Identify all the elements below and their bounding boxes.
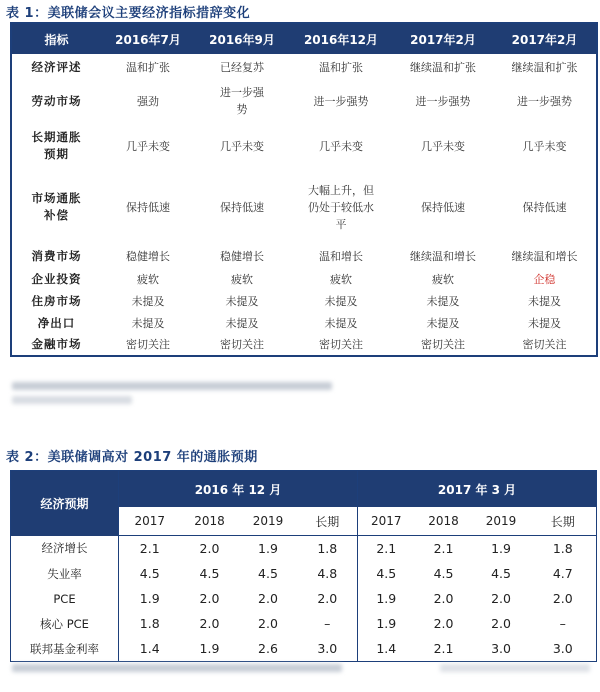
table-cell: 4.5 [199, 566, 220, 581]
table-cell: 未提及 [131, 316, 165, 330]
table-cell: 密切关注 [220, 338, 264, 351]
table-cell: 继续温和扩张 [511, 60, 578, 74]
inflation-forecast-table [10, 470, 597, 662]
table-cell: – [324, 616, 331, 631]
row-header: 经济评述 [31, 59, 82, 74]
table-cell: 4.5 [139, 566, 160, 581]
table-cell: 2.0 [199, 591, 220, 606]
table-cell: 3.0 [552, 641, 573, 656]
table-cell: 2.1 [358, 536, 415, 562]
table-cell: – [559, 616, 566, 631]
sub-header: 2019 [473, 507, 530, 536]
table-cell: 4.5 [491, 566, 511, 581]
table-cell: 密切关注 [319, 338, 363, 351]
table-cell: 1.9 [358, 586, 415, 611]
table-row [11, 268, 597, 290]
sub-header: 2019 [239, 507, 298, 536]
table-cell: 进一步强势 [313, 94, 369, 108]
table-cell: 密切关注 [126, 338, 170, 351]
table-cell: 2.0 [199, 616, 220, 631]
table-row [11, 290, 597, 312]
table-cell: 未提及 [225, 294, 259, 308]
table-cell: 4.7 [552, 566, 573, 581]
table-cell: 1.4 [358, 636, 415, 662]
header-cell: 指标 [11, 23, 101, 54]
table-cell: 疲软 [330, 272, 352, 286]
table-cell: 疲软 [231, 272, 253, 286]
table-cell: 进一步强势 [517, 94, 572, 108]
table-cell: 1.9 [258, 541, 278, 556]
row-header: 市场通胀补偿 [31, 191, 82, 222]
table-cell: 继续温和扩张 [410, 60, 476, 74]
table-cell: 未提及 [426, 294, 460, 308]
group-header: 2016 年 12 月 [119, 471, 358, 508]
table-row [11, 54, 597, 80]
table-cell: 温和增长 [319, 249, 363, 263]
table-cell: 1.9 [358, 611, 415, 636]
sub-header: 2018 [181, 507, 239, 536]
header-cell: 2017年2月 [393, 23, 493, 54]
table-cell: 4.8 [317, 566, 338, 581]
table-cell: 2.0 [317, 591, 338, 606]
table-cell: 进一步强势 [220, 86, 264, 116]
row-header: 消费市场 [31, 248, 82, 263]
table-cell: 大幅上升，但仍处于较低水平 [308, 183, 374, 231]
table-cell: 疲软 [432, 272, 454, 286]
row-header: PCE [11, 586, 119, 611]
table-cell: 1.9 [491, 541, 511, 556]
blurred-source-line [440, 664, 590, 672]
group-header: 2017 年 3 月 [358, 471, 597, 508]
table-cell: 几乎未变 [522, 139, 567, 153]
table-row [11, 561, 597, 586]
table-cell: 稳健增长 [220, 249, 264, 263]
table-cell: 2.1 [433, 641, 454, 656]
sub-header: 长期 [530, 507, 597, 536]
table-cell: 2.0 [433, 616, 454, 631]
table-row [11, 244, 597, 268]
table-cell: 4.5 [358, 561, 415, 586]
header-cell: 2016年9月 [195, 23, 289, 54]
table-cell: 4.5 [258, 566, 278, 581]
table1-caption: 表 1：美联储会议主要经济指标措辞变化 [6, 6, 251, 21]
table-row [11, 170, 597, 244]
table-cell: 2.0 [258, 616, 278, 631]
table-cell: 保持低速 [220, 200, 264, 214]
table-cell: 3.0 [491, 641, 511, 656]
table-row [11, 80, 597, 122]
table-cell: 保持低速 [522, 200, 567, 214]
blurred-source-line [12, 396, 132, 404]
table-row [11, 312, 597, 334]
row-header: 经济增长 [11, 536, 119, 562]
table-cell: 2.0 [433, 591, 454, 606]
row-header: 劳动市场 [31, 93, 82, 108]
table-cell: 疲软 [137, 272, 159, 286]
table-cell: 1.9 [139, 591, 160, 606]
sub-header: 长期 [298, 507, 358, 536]
table-cell: 继续温和增长 [511, 249, 578, 263]
row-header: 净出口 [37, 315, 76, 330]
table-cell: 2.0 [552, 591, 573, 606]
table-cell: 2.1 [139, 541, 160, 556]
wording-change-table [10, 22, 598, 357]
sub-header: 2017 [358, 507, 415, 536]
table-cell: 2.0 [491, 591, 511, 606]
table-cell: 未提及 [131, 294, 165, 308]
highlighted-cell: 企稳 [533, 272, 556, 286]
table-row [11, 334, 597, 356]
table-cell: 2.0 [199, 541, 220, 556]
row-header: 长期通胀预期 [31, 130, 82, 161]
table-row [11, 586, 597, 611]
header-cell: 2016年7月 [101, 23, 195, 54]
table-cell: 未提及 [426, 316, 460, 330]
row-header: 企业投资 [31, 271, 82, 286]
blurred-source-line [12, 664, 342, 672]
table-cell: 温和扩张 [126, 60, 170, 74]
table-row [11, 122, 597, 170]
table-row [11, 611, 597, 636]
row-header: 住房市场 [31, 293, 82, 308]
table-cell: 几乎未变 [126, 139, 170, 153]
table-row [11, 536, 597, 562]
table-cell: 1.8 [139, 616, 160, 631]
table-cell: 强劲 [137, 94, 159, 108]
table-cell: 几乎未变 [319, 139, 363, 153]
table-cell: 保持低速 [126, 200, 170, 214]
table-cell: 2.0 [491, 616, 511, 631]
table-cell: 2.1 [433, 541, 454, 556]
row-header: 金融市场 [31, 337, 82, 351]
table-row [11, 636, 597, 662]
table-cell: 未提及 [324, 294, 358, 308]
table2-caption: 表 2：美联储调高对 2017 年的通胀预期 [6, 450, 258, 465]
table-cell: 稳健增长 [126, 249, 170, 263]
row-header: 失业率 [11, 561, 119, 586]
table-cell: 2.0 [258, 591, 278, 606]
header-cell: 2016年12月 [289, 23, 393, 54]
table-cell: 温和扩张 [319, 60, 363, 74]
table-cell: 继续温和增长 [410, 249, 476, 263]
table-cell: 3.0 [317, 641, 338, 656]
row-header: 核心 PCE [11, 611, 119, 636]
sub-header: 2018 [415, 507, 473, 536]
table-cell: 1.4 [139, 641, 160, 656]
table-cell: 几乎未变 [421, 139, 465, 153]
sub-header: 2017 [119, 507, 181, 536]
table-cell: 1.8 [552, 541, 573, 556]
table-cell: 密切关注 [421, 338, 465, 351]
table-cell: 未提及 [528, 294, 561, 308]
table2-group-header-row [11, 471, 597, 508]
table-cell: 4.5 [433, 566, 454, 581]
table-cell: 未提及 [225, 316, 259, 330]
header-cell: 2017年2月 [493, 23, 597, 54]
blurred-source-line [12, 382, 332, 390]
table1-header-row [11, 23, 597, 54]
table-cell: 未提及 [324, 316, 358, 330]
table-cell: 已经复苏 [220, 60, 264, 74]
table-cell: 进一步强势 [415, 94, 471, 108]
table-cell: 2.6 [258, 641, 278, 656]
table-cell: 保持低速 [421, 200, 465, 214]
table-cell: 未提及 [528, 316, 561, 330]
table-cell: 1.8 [317, 541, 338, 556]
table-cell: 1.9 [199, 641, 220, 656]
table-cell: 几乎未变 [220, 139, 264, 153]
row-header-title: 经济预期 [11, 471, 119, 536]
table-cell: 密切关注 [522, 338, 567, 351]
row-header: 联邦基金利率 [11, 636, 119, 662]
